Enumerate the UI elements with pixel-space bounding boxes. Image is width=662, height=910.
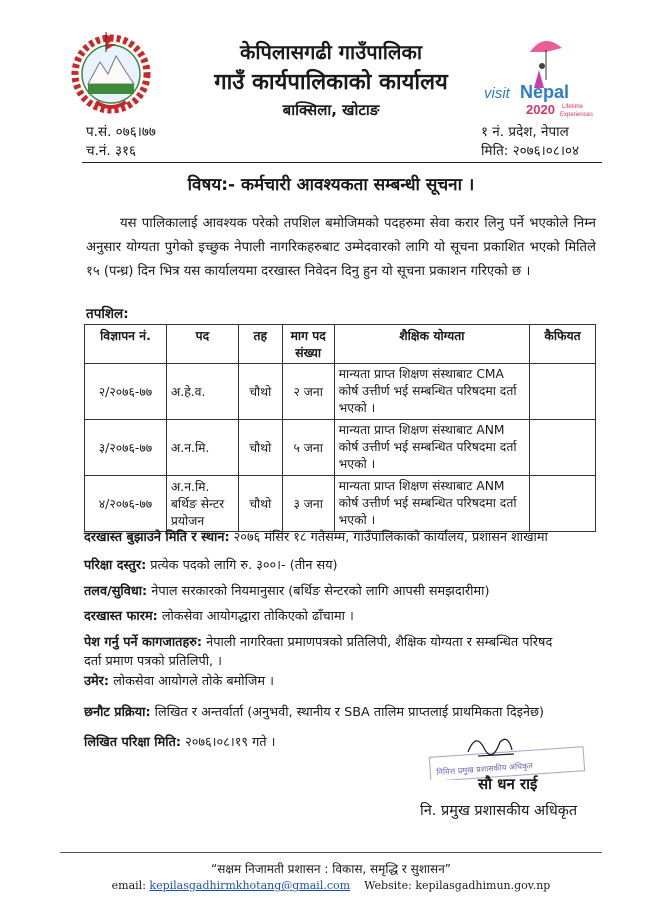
- letter-date: मिति: २०७६।०८।०४: [481, 143, 579, 159]
- cell-ad-no: ३/२०७६-७७: [85, 420, 167, 476]
- exam-date-line: [84, 732, 275, 750]
- exam-date-label: लिखित परिक्षा मिति:: [84, 735, 181, 750]
- header-ad-no: विज्ञापन नं.: [85, 325, 167, 364]
- header-count: माग पद संख्या: [282, 325, 334, 364]
- svg-text:Experiences: Experiences: [560, 112, 594, 118]
- cell-qualification: मान्यता प्राप्त शिक्षण संस्थाबाट CMA कोर्ष उत्तीर्ण भई सम्बन्धित परिषदमा दर्ता भएको ।: [334, 364, 529, 420]
- website-label: Website:: [364, 879, 412, 892]
- org-name-line2: गाउँ कार्यपालिकाको कार्यालय: [214, 70, 448, 95]
- documents-label: पेश गर्नु पर्ने कागजातहरु:: [84, 635, 203, 650]
- fee-line: [84, 555, 338, 573]
- cell-qualification: मान्यता प्राप्त शिक्षण संस्थाबाट ANM कोर्ष उत्तीर्ण भई सम्बन्धित परिषदमा दर्ता भएको ।: [334, 476, 529, 532]
- header-remarks: कैफियत: [530, 325, 596, 364]
- header-level: तह: [238, 325, 282, 364]
- dispatch-number: च.नं. ३१६: [86, 143, 136, 159]
- cell-ad-no: २/२०७६-७७: [85, 364, 167, 420]
- tapasil-label: तपशिल:: [86, 306, 129, 322]
- svg-text:visit: visit: [484, 85, 510, 102]
- signature-scribble-icon: [464, 730, 524, 760]
- deadline-line: [84, 527, 548, 545]
- table-row: [85, 364, 596, 420]
- notice-subject: विषय:- कर्मचारी आवश्यकता सम्बन्धी सूचना ।: [187, 175, 475, 195]
- documents-line: [84, 632, 552, 650]
- age-line: [84, 671, 274, 689]
- vacancy-table: [84, 324, 596, 532]
- cell-qualification: मान्यता प्राप्त शिक्षण संस्थाबाट ANM कोर्ष उत्तीर्ण भई सम्बन्धित परिषदमा दर्ता भएको ।: [334, 420, 529, 476]
- svg-text:Lifetime: Lifetime: [562, 104, 584, 110]
- documents-line-2: दर्ता प्रमाण पत्रको प्रतिलिपी, ।: [84, 654, 223, 669]
- stamp-text: निमित्त प्रमुख प्रशासकीय अधिकृत: [436, 761, 534, 777]
- reference-number: प.सं. ०७६।७७: [86, 124, 156, 140]
- exam-date-value: २०७६।०८।१९ गते ।: [185, 735, 276, 750]
- footer-contact: [0, 879, 662, 892]
- cell-count: ५ जना: [282, 420, 334, 476]
- table-header-row: [85, 325, 596, 364]
- salary-label: तलव/सुविधा:: [84, 584, 148, 599]
- salary-value: नेपाल सरकारको नियमानुसार (बर्थिङ सेन्टरको लागि आपसी समझदारीमा): [151, 584, 490, 599]
- cell-level: चौथो: [238, 420, 282, 476]
- notice-body: यस पालिकालाई आवश्यक परेको तपशिल बमोजिमको पदहरुमा सेवा करार लिनु पर्ने भएकोले निम्न अनुसार योग्यता पुगेको इच्छुक नेपाली नागरिकहरुबाट उम्मेदवारको लागि यो सूचना प्रकाशित भएको मितिले १५ (पन्ध्र) दिन भित्र यस कार्यालयमा दरखास्त निवेदन दिनु हुन यो सूचना प्रकाशन गरिएको छ ।: [86, 216, 596, 279]
- header-divider: [82, 162, 602, 163]
- form-label: दरखास्त फारम:: [84, 609, 158, 624]
- province: १ नं. प्रदेश, नेपाल: [481, 124, 569, 140]
- table-row: [85, 476, 596, 532]
- cell-ad-no: ४/२०७६-७७: [85, 476, 167, 532]
- cell-count: २ जना: [282, 364, 334, 420]
- age-value: लोकसेवा आयोगले तोके बमोजिम ।: [113, 674, 274, 689]
- email-label: email:: [111, 879, 146, 892]
- cell-remarks: [530, 420, 596, 476]
- fee-label: परिक्षा दस्तुर:: [84, 558, 147, 573]
- deadline-value: २०७६ मंसिर १८ गतेसम्म, गाउँपालिकाको कार्यालय, प्रशासन शाखामा: [233, 530, 548, 545]
- cell-post: अ.हे.व.: [166, 364, 238, 420]
- table-row: [85, 420, 596, 476]
- org-address: बाक्सिला, खोटाङ: [282, 101, 380, 119]
- svg-text:Nepal: Nepal: [520, 82, 570, 102]
- org-name-line1: केपिलासगढी गाउँपालिका: [239, 40, 423, 64]
- email-link[interactable]: kepilasgadhirmkhotang@gmail.com: [149, 879, 351, 892]
- header-post: पद: [166, 325, 238, 364]
- fee-value: प्रत्येक पदको लागि रु. ३००।- (तीन सय): [150, 558, 338, 573]
- svg-text:2020: 2020: [526, 102, 555, 117]
- form-value: लोकसेवा आयोगद्धारा तोकिएको ढाँचामा ।: [161, 609, 354, 624]
- cell-level: चौथो: [238, 364, 282, 420]
- cell-count: ३ जना: [282, 476, 334, 532]
- salary-line: [84, 581, 489, 599]
- selection-line: [84, 702, 544, 720]
- signatory-name: सौ धन राई: [478, 775, 538, 793]
- documents-value: नेपाली नागरिक्ता प्रमाणपत्रको प्रतिलिपी, शैक्षिक योग्यता र सम्बन्धित परिषद: [206, 635, 553, 650]
- cell-post: अ.न.मि. बर्थिङ सेन्टर प्रयोजन: [166, 476, 238, 532]
- age-label: उमेर:: [84, 674, 110, 689]
- cell-post: अ.न.मि.: [166, 420, 238, 476]
- website-link[interactable]: kepilasgadhimun.gov.np: [415, 879, 551, 892]
- selection-label: छनौट प्रक्रिया:: [84, 705, 151, 720]
- cell-remarks: [530, 476, 596, 532]
- selection-value: लिखित र अन्तर्वार्ता (अनुभवी, स्थानीय र SBA तालिम प्राप्तलाई प्राथमिकता दिइनेछ): [154, 705, 544, 720]
- footer-divider: [60, 852, 602, 853]
- header-qualification: शैक्षिक योग्यता: [334, 325, 529, 364]
- deadline-label: दरखास्त बुझाउने मिति र स्थान:: [84, 530, 230, 545]
- footer-motto: “सक्षम निजामती प्रशासन : विकास, समृद्धि र सुशासन”: [211, 862, 451, 876]
- cell-remarks: [530, 364, 596, 420]
- signatory-title: नि. प्रमुख प्रशासकीय अधिकृत: [420, 803, 578, 819]
- cell-level: चौथो: [238, 476, 282, 532]
- form-line: [84, 606, 354, 624]
